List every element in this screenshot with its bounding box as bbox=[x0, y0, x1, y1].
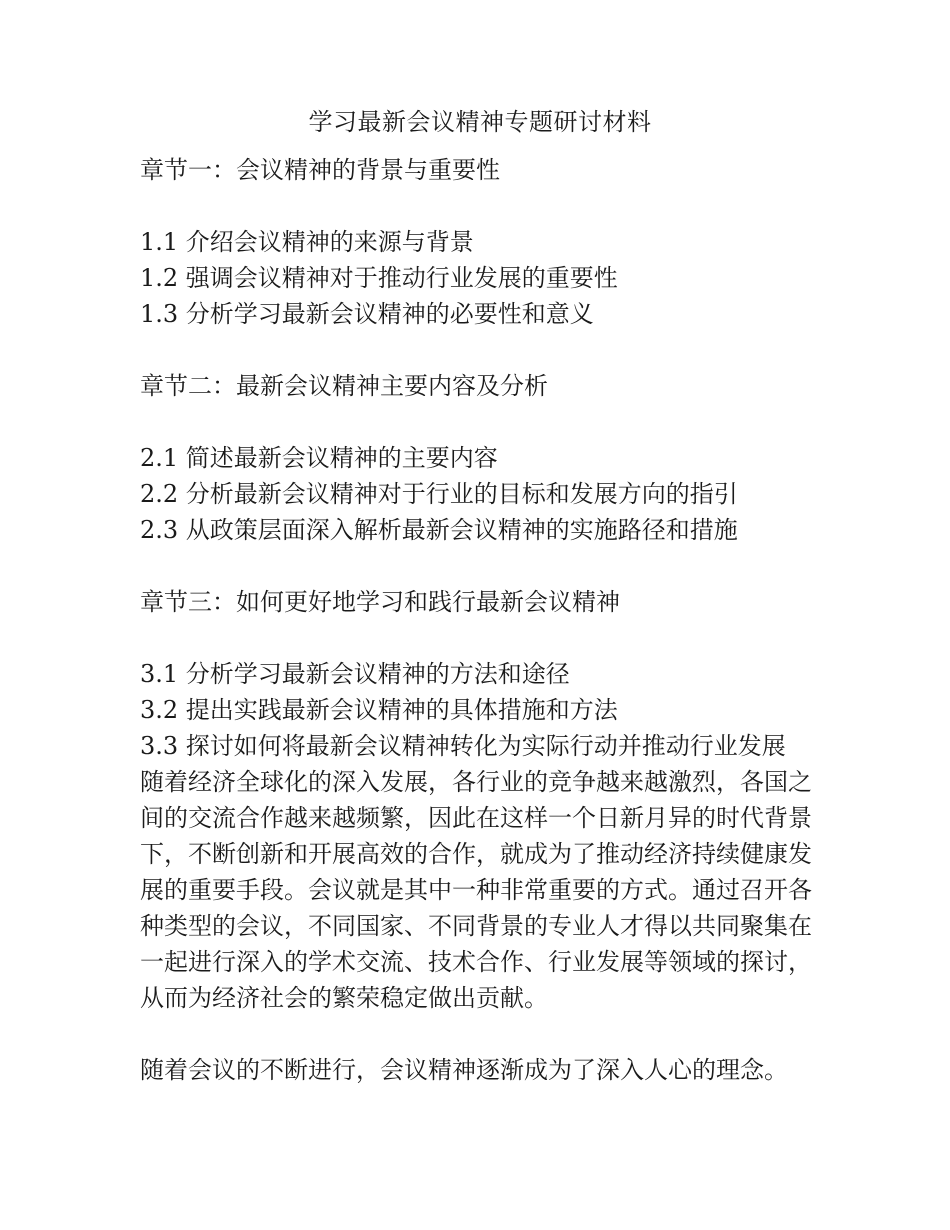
body-paragraph: 随着经济全球化的深入发展，各行业的竞争越来越激烈，各国之间的交流合作越来越频繁，因此在这样一个日新月异的时代背景下，不断创新和开展高效的合作，就成为了推动经济持续健康发展的重要手段。会议就是其中一种非常重要的方式。通过召开各种类型的会议，不同国家、不同背景的专业人才得以共同聚集在一起进行深入的学术交流、技术合作、行业发展等领域的探讨，从而为经济社会的繁荣稳定做出贡献。 bbox=[140, 768, 812, 1012]
list-item: 3.2 提出实践最新会议精神的具体措施和方法 bbox=[140, 696, 618, 724]
list-item: 1.2 强调会议精神对于推动行业发展的重要性 bbox=[140, 264, 618, 292]
section-heading: 章节二：最新会议精神主要内容及分析 bbox=[140, 372, 548, 400]
blank-line bbox=[140, 620, 820, 656]
section-heading: 章节一：会议精神的背景与重要性 bbox=[140, 156, 500, 184]
document-body bbox=[140, 104, 820, 1088]
section-2 bbox=[140, 368, 820, 584]
list-item: 1.3 分析学习最新会议精神的必要性和意义 bbox=[140, 300, 594, 328]
blank-line bbox=[140, 332, 820, 368]
list-item: 2.1 简述最新会议精神的主要内容 bbox=[140, 444, 498, 472]
document-title: 学习最新会议精神专题研讨材料 bbox=[308, 108, 652, 136]
list-item: 2.3 从政策层面深入解析最新会议精神的实施路径和措施 bbox=[140, 516, 738, 544]
list-item: 3.1 分析学习最新会议精神的方法和途径 bbox=[140, 660, 570, 688]
blank-line bbox=[140, 404, 820, 440]
section-1 bbox=[140, 152, 820, 368]
section-heading: 章节三：如何更好地学习和践行最新会议精神 bbox=[140, 588, 620, 616]
body-paragraph: 随着会议的不断进行，会议精神逐渐成为了深入人心的理念。 bbox=[140, 1056, 788, 1084]
blank-line bbox=[140, 188, 820, 224]
blank-line bbox=[140, 548, 820, 584]
list-item: 2.2 分析最新会议精神对于行业的目标和发展方向的指引 bbox=[140, 480, 738, 508]
blank-line bbox=[140, 1016, 820, 1052]
list-item: 1.1 介绍会议精神的来源与背景 bbox=[140, 228, 474, 256]
list-item: 3.3 探讨如何将最新会议精神转化为实际行动并推动行业发展 bbox=[140, 732, 786, 760]
section-3 bbox=[140, 584, 820, 764]
